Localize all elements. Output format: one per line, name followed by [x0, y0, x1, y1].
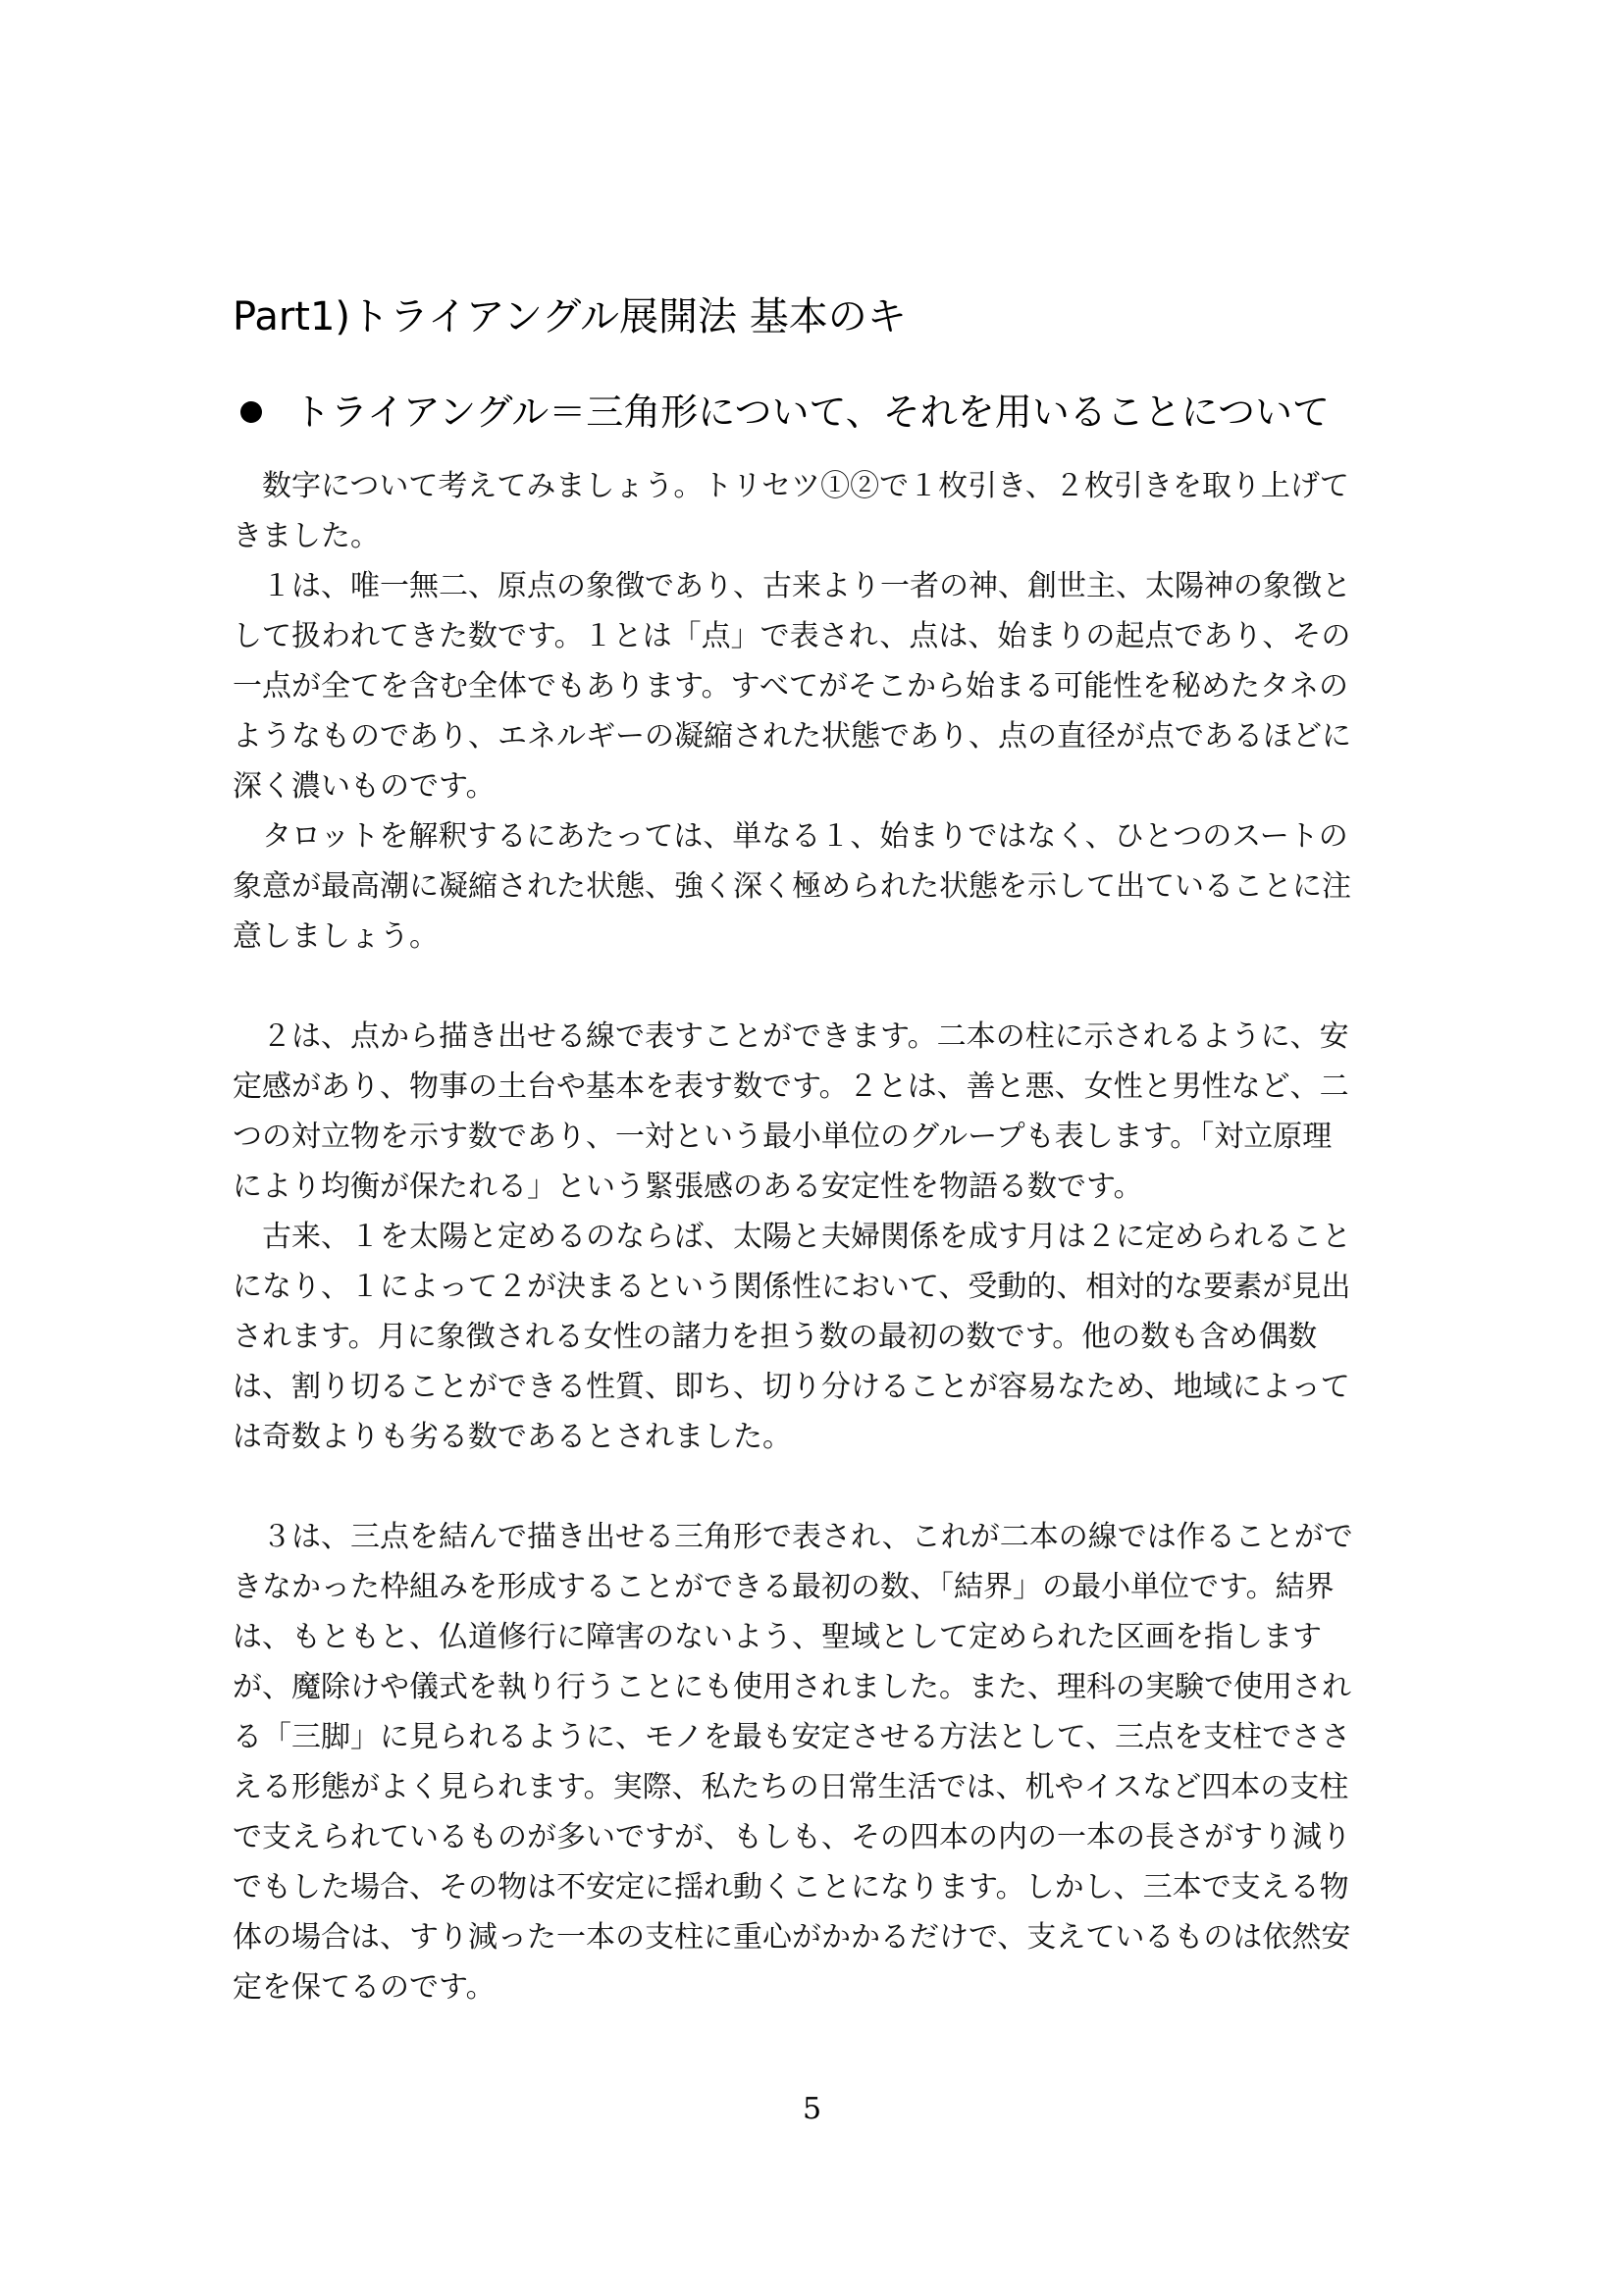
text-line: える形態がよく見られます。実際、私たちの日常生活では、机やイスなど四本の支柱 — [233, 1770, 1349, 1804]
page-number: 5 — [802, 2092, 822, 2126]
text-line: でもした場合、その物は不安定に揺れ動くことになります。しかし、三本で支える物 — [233, 1870, 1349, 1904]
text-line: 数字について考えてみましょう。トリセツ①②で１枚引き、２枚引きを取り上げて — [233, 469, 1349, 503]
text-line: タロットを解釈するにあたっては、単なる１、始まりではなく、ひとつのスートの — [233, 819, 1348, 854]
text-line: つの対立物を示す数であり、一対という最小単位のグループも表します。「対立原理 — [233, 1120, 1333, 1154]
text-line: 体の場合は、すり減った一本の支柱に重心がかかるだけで、支えているものは依然安 — [233, 1920, 1351, 1955]
text-line: 意しましょう。 — [233, 919, 439, 954]
text-line: きなかった枠組みを形成することができる最初の数、「結界」の最小単位です。結界 — [233, 1570, 1335, 1604]
paragraph — [233, 1012, 1381, 1212]
text-line: 象意が最高潮に凝縮された状態、強く深く極められた状態を示して出ていることに注 — [233, 869, 1351, 904]
text-line: で支えられているものが多いですが、もしも、その四本の内の一本の長さがすり減り — [233, 1820, 1351, 1854]
text-line: 古来、１を太陽と定めるのならば、太陽と夫婦関係を成す月は２に定められること — [233, 1220, 1351, 1254]
paragraph-gap — [233, 962, 1381, 1012]
text-line: は、割り切ることができる性質、即ち、切り分けることが容易なため、地域によって — [233, 1370, 1350, 1404]
text-line: 一点が全てを含む全体でもあります。すべてがそこから始まる可能性を秘めたタネの — [233, 669, 1348, 704]
body-text — [233, 461, 1381, 2012]
text-line: は、もともと、仏道修行に障害のないよう、聖域として定められた区画を指します — [233, 1620, 1322, 1654]
text-line: る「三脚」に見られるように、モノを最も安定させる方法として、三点を支柱でささ — [233, 1720, 1351, 1754]
text-line: して扱われてきた数です。１とは「点」で表され、点は、始まりの起点であり、その — [233, 619, 1351, 653]
paragraph — [233, 1212, 1381, 1462]
text-line: により均衡が保たれる」という緊張感のある安定性を物語る数です。 — [233, 1170, 1143, 1204]
text-line: されます。月に象徴される女性の諸力を担う数の最初の数です。他の数も含め偶数 — [233, 1320, 1318, 1354]
text-line: 定を保てるのです。 — [233, 1970, 496, 2005]
text-line: が、魔除けや儀式を執り行うことにも使用されました。また、理科の実験で使用され — [233, 1670, 1351, 1704]
text-line: ようなものであり、エネルギーの凝縮された状態であり、点の直径が点であるほどに — [233, 719, 1351, 754]
text-line: １は、唯一無二、原点の象徴であり、古来より一者の神、創世主、太陽神の象徴と — [233, 569, 1351, 603]
paragraph — [233, 1512, 1381, 2012]
text-line: 定感があり、物事の土台や基本を表す数です。２とは、善と悪、女性と男性など、二 — [233, 1069, 1349, 1104]
text-line: ３は、三点を結んで描き出せる三角形で表され、これが二本の線では作ることがで — [233, 1520, 1353, 1554]
section-heading-text: トライアングル＝三角形について、それを用いることについて — [293, 391, 1331, 434]
paragraph — [233, 561, 1381, 811]
text-line: になり、１によって２が決まるという関係性において、受動的、相対的な要素が見出 — [233, 1270, 1351, 1304]
paragraph-gap — [233, 1462, 1381, 1512]
paragraph — [233, 811, 1381, 962]
text-line: は奇数よりも劣る数であるとされました。 — [233, 1420, 792, 1454]
bullet-icon — [240, 401, 262, 423]
text-line: ２は、点から描き出せる線で表すことができます。二本の柱に示されるように、安 — [233, 1019, 1349, 1054]
paragraph — [233, 461, 1381, 561]
text-line: 深く濃いものです。 — [233, 769, 496, 804]
page-title: Part1)トライアングル展開法 基本のキ — [233, 294, 907, 339]
section-heading — [233, 385, 1330, 440]
text-line: きました。 — [233, 519, 380, 553]
